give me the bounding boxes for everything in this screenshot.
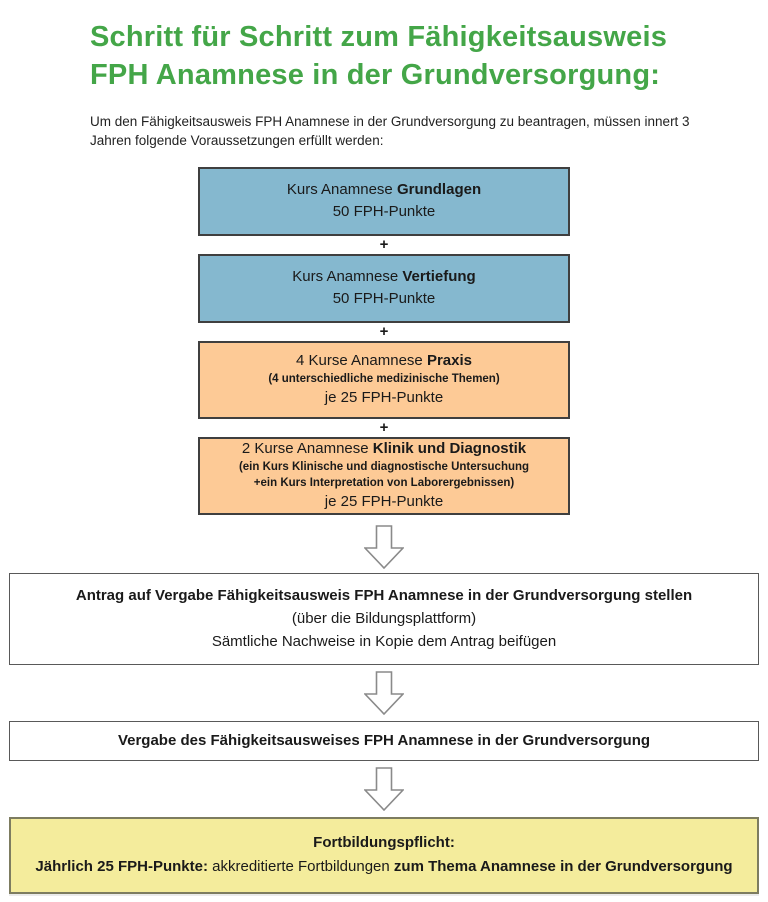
course-title-prefix: Kurs Anamnese [292, 268, 403, 286]
down-arrow-icon [364, 671, 404, 715]
antrag-box [9, 573, 759, 665]
course-title-prefix: Kurs Anamnese [286, 181, 397, 199]
course-box-klinik-diagnostik [198, 437, 570, 515]
flow-connector [0, 767, 768, 811]
course-points: je 25 FPH-Punkte [324, 389, 444, 407]
course-title-prefix: 2 Kurse Anamnese [241, 440, 373, 458]
course-points: 50 FPH-Punkte [332, 290, 436, 308]
intro-text: Um den Fähigkeitsausweis FPH Anamnese in der Grundversorgung zu beantragen, müssen innert 3 Jahren folgende Voraussetzungen erfüllt werden: [90, 113, 690, 149]
fortbildung-points-bold: Jährlich 25 FPH-Punkte: [35, 858, 208, 876]
course-points: 50 FPH-Punkte [332, 203, 436, 221]
course-title-bold: Praxis [426, 352, 472, 370]
antrag-line3: Sämtliche Nachweise in Kopie dem Antrag beifügen [211, 633, 557, 651]
course-title-bold: Grundlagen [396, 181, 482, 199]
vergabe-box [9, 721, 759, 761]
course-box-grundlagen [198, 167, 570, 236]
flowchart [0, 167, 768, 894]
course-title [242, 438, 526, 460]
plus-separator: + [379, 418, 389, 436]
flow-connector [0, 671, 768, 715]
down-arrow-icon [364, 525, 404, 569]
vergabe-title: Vergabe des Fähigkeitsausweises FPH Anamnese in der Grundversorgung [117, 732, 651, 750]
course-title [287, 179, 481, 201]
fortbildung-normal-text: akkreditierte Fortbildungen [207, 858, 394, 876]
course-title-prefix: 4 Kurse Anamnese [296, 352, 427, 370]
fortbildungspflicht-box [9, 817, 759, 894]
course-box-vertiefung [198, 254, 570, 323]
course-note: (ein Kurs Klinische und diagnostische Untersuchung [238, 461, 530, 474]
antrag-title: Antrag auf Vergabe Fähigkeitsausweis FPH Anamnese in der Grundversorgung stellen [75, 586, 693, 604]
course-note: +ein Kurs Interpretation von Laborergebnissen) [253, 476, 515, 489]
course-title-bold: Vertiefung [402, 268, 476, 286]
course-title [296, 350, 472, 372]
down-arrow-icon [364, 767, 404, 811]
course-title-bold: Klinik und Diagnostik [372, 440, 527, 458]
fortbildung-title: Fortbildungspflicht: [313, 834, 455, 852]
course-note: (4 unterschiedliche medizinische Themen) [268, 372, 500, 385]
flow-connector [0, 525, 768, 569]
fortbildung-detail [35, 855, 732, 879]
course-box-praxis [198, 341, 570, 419]
fortbildung-topic-bold: zum Thema Anamnese in der Grundversorgung [393, 858, 733, 876]
course-points: je 25 FPH-Punkte [324, 493, 444, 511]
antrag-line2: (über die Bildungsplattform) [291, 610, 477, 628]
course-title [292, 266, 475, 288]
page-title: Schritt für Schritt zum Fähigkeitsausweis FPH Anamnese in der Grundversorgung: [90, 21, 668, 92]
plus-separator: + [379, 322, 389, 340]
plus-separator: + [379, 235, 389, 253]
